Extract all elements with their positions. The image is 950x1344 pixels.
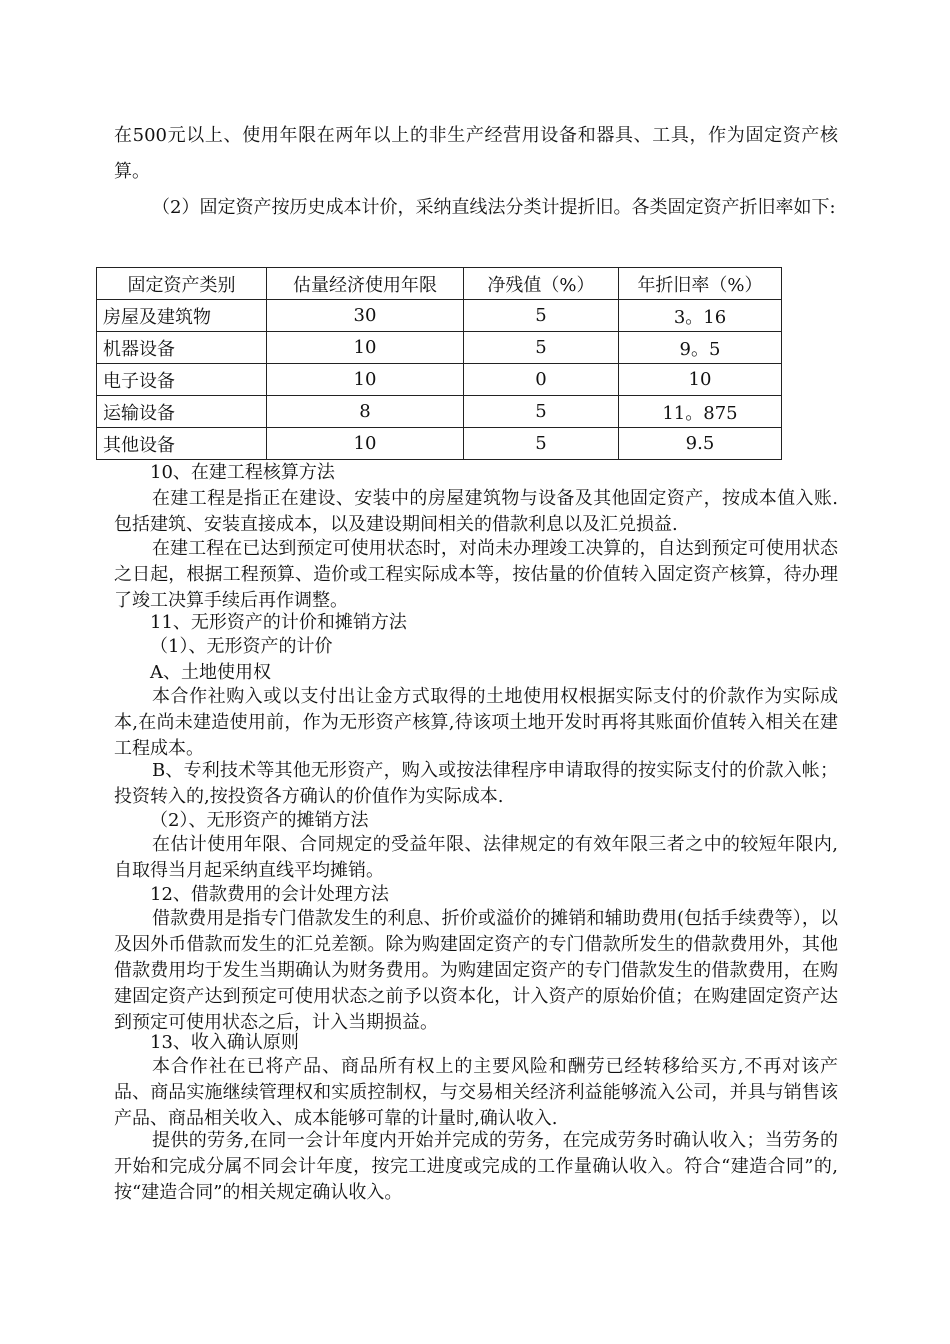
table-cell: 电子设备 xyxy=(97,364,267,396)
table-cell: 10 xyxy=(267,332,464,364)
section-heading-13: 13、收入确认原则 xyxy=(150,1032,299,1053)
table-cell: 5 xyxy=(464,396,619,428)
subheading-11-A: A、土地使用权 xyxy=(150,662,271,683)
table-cell: 机器设备 xyxy=(97,332,267,364)
depreciation-table xyxy=(96,267,782,460)
paragraph-11A: 本合作社购入或以支付出让金方式取得的土地使用权根据实际支付的价款作为实际成本,在尚未建造使用前，作为无形资产核算,待该项土地开发时再将其账面价值转入相关在建工程成本。 xyxy=(114,686,838,759)
intro-paragraph-1: 在500元以上、使用年限在两年以上的非生产经营用设备和器具、工具，作为固定资产核算。 xyxy=(114,125,838,182)
paragraph-11B: B、专利技术等其他无形资产，购入或按法律程序申请取得的按实际支付的价款入帐；投资转入的,按投资各方确认的价值作为实际成本. xyxy=(114,760,838,807)
table-cell: 房屋及建筑物 xyxy=(97,300,267,332)
table-cell: 5 xyxy=(464,332,619,364)
section-heading-10: 10、在建工程核算方法 xyxy=(150,462,335,483)
table-header-row xyxy=(97,268,782,300)
table-cell: 30 xyxy=(267,300,464,332)
table-cell: 其他设备 xyxy=(97,428,267,460)
section-heading-12: 12、借款费用的会计处理方法 xyxy=(150,884,389,905)
table-row xyxy=(97,396,782,428)
table-cell: 10 xyxy=(619,364,782,396)
table-row xyxy=(97,332,782,364)
column-header: 净残值（%） xyxy=(464,268,619,300)
intro-paragraph-2: （2）固定资产按历史成本计价，采纳直线法分类计提折旧。各类固定资产折旧率如下: xyxy=(152,197,836,218)
table-row xyxy=(97,364,782,396)
column-header: 固定资产类别 xyxy=(97,268,267,300)
subheading-11-1: （1）、无形资产的计价 xyxy=(150,636,333,657)
table-cell: 9.5 xyxy=(619,428,782,460)
section-heading-11: 11、无形资产的计价和摊销方法 xyxy=(150,612,407,633)
paragraph-10b: 在建工程在已达到预定可使用状态时，对尚未办理竣工决算的，自达到预定可使用状态之日起，根据工程预算、造价或工程实际成本等，按估量的价值转入固定资产核算，待办理了竣工决算手续后再作调整。 xyxy=(114,538,838,611)
table-cell: 3。16 xyxy=(619,300,782,332)
table-cell: 9。5 xyxy=(619,332,782,364)
table-cell: 5 xyxy=(464,300,619,332)
column-header: 年折旧率（%） xyxy=(619,268,782,300)
table-row xyxy=(97,300,782,332)
table-cell: 11。875 xyxy=(619,396,782,428)
paragraph-13a: 本合作社在已将产品、商品所有权上的主要风险和酬劳已经转移给买方,不再对该产品、商品实施继续管理权和实质控制权，与交易相关经济利益能够流入公司，并具与销售该产品、商品相关收入、成本能够可靠的计量时,确认收入. xyxy=(114,1056,838,1129)
table-cell: 10 xyxy=(267,428,464,460)
table-cell: 运输设备 xyxy=(97,396,267,428)
column-header: 估量经济使用年限 xyxy=(267,268,464,300)
table-row xyxy=(97,428,782,460)
paragraph-13b: 提供的劳务,在同一会计年度内开始并完成的劳务，在完成劳务时确认收入；当劳务的开始和完成分属不同会计年度，按完工进度或完成的工作量确认收入。符合“建造合同”的,按“建造合同”的相关规定确认收入。 xyxy=(114,1130,838,1203)
table-cell: 8 xyxy=(267,396,464,428)
paragraph-12: 借款费用是指专门借款发生的利息、折价或溢价的摊销和辅助费用(包括手续费等），以及因外币借款而发生的汇兑差额。除为购建固定资产的专门借款所发生的借款费用外，其他借款费用均于发生当期确认为财务费用。为购建固定资产的专门借款发生的借款费用，在购建固定资产达到预定可使用状态之前予以资本化，计入资产的原始价值；在购建固定资产达到预定可使用状态之后，计入当期损益。 xyxy=(114,908,838,1033)
paragraph-11c: 在估计使用年限、合同规定的受益年限、法律规定的有效年限三者之中的较短年限内,自取得当月起采纳直线平均摊销。 xyxy=(114,834,838,881)
table-cell: 5 xyxy=(464,428,619,460)
table-cell: 0 xyxy=(464,364,619,396)
table-cell: 10 xyxy=(267,364,464,396)
paragraph-10a: 在建工程是指正在建设、安装中的房屋建筑物与设备及其他固定资产，按成本值入账.包括建筑、安装直接成本，以及建设期间相关的借款利息以及汇兑损益. xyxy=(114,488,838,535)
subheading-11-2: （2）、无形资产的摊销方法 xyxy=(150,810,369,831)
